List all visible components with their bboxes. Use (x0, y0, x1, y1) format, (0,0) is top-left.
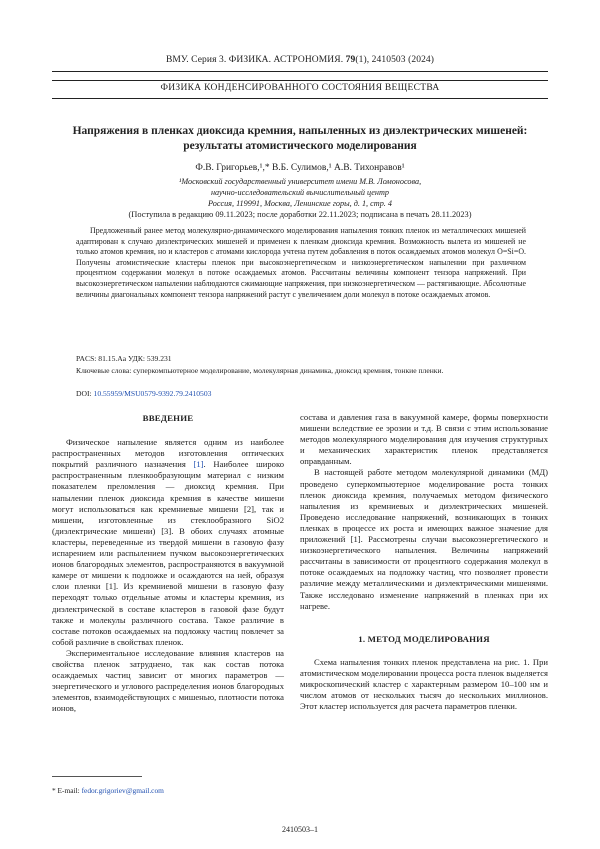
paper-title: Напряжения в пленках диоксида кремния, напыленных из диэлектрических мишеней: результаты атомистического моделирования (72, 125, 528, 152)
keywords: Ключевые слова: суперкомпьютерное моделирование, молекулярная динамика, диоксид кремния, тонкие пленки. (76, 366, 444, 375)
intro-heading: ВВЕДЕНИЕ (142, 413, 194, 423)
footnote (52, 786, 164, 795)
affiliation-line: Россия, 119991, Москва, Ленинские горы, д. 1, стр. 4 (208, 198, 392, 208)
intro-paragraph (52, 648, 284, 715)
right-column (300, 412, 548, 712)
section-banner: ФИЗИКА КОНДЕНСИРОВАННОГО СОСТОЯНИЯ ВЕЩЕСТВА (160, 83, 440, 93)
footnote-rule (52, 776, 142, 777)
authors: Ф.В. Григорьев,¹,* В.Б. Сулимов,¹ А.В. Тихонравов¹ (195, 163, 405, 173)
affiliation-line: научно-исследовательский вычислительный центр (211, 187, 389, 197)
body-paragraph: В настоящей работе методом молекулярной динамики (МД) проведено суперкомпьютерное моделирование роста тонких пленок диоксида кремния, получаемых методом физического напыления из кремниевых и диэлектрических мишеней. Проведено исследование напряжений, возникающих в тонких пленках в процессе их роста и имеющих важное значение для приложений [1]. Рассмотрены случаи высокоэнергетического и низкоэнергетического напыления. Величины напряжений рассчитаны в зависимости от процентного содержания молекул в потоке осаждаемых на подложку частиц, что позволяет провести различие между металлическими и диэлектрическими мишенями. Также исследовано изменение напряжений в пленках при их нагреве. (300, 467, 548, 611)
journal-issue: (1), 2410503 (2024) (355, 55, 435, 65)
intro-text: Физическое напыление является одним из наиболее распространенных методов изготовления оптических покрытий различного назначения (52, 437, 284, 470)
email-link[interactable]: fedor.grigoriev@gmail.com (81, 786, 164, 795)
intro-paragraph (52, 437, 284, 648)
citation-link[interactable]: [1] (193, 459, 204, 470)
banner-rule-bottom (52, 98, 548, 99)
intro-text-cont: . Наиболее широко распространенным пленкообразующим материал с низким показателем преломления — диоксид кремния. При напылении пленок диоксида кремния в качестве мишени могут использоваться как кремниевые мишени [2], так и мишени, изготовленные из стеклообразного SiO2 (диэлектрические мишени) [3]. В обоих случаях атомные кластеры, переведенные из твердой мишени в газовую фазу испарением или распылением пучком высокоэнергетических ионов благородных элементов, распространяются в вакуумной камере от мишени к подложке и осаждаются на ней, образуя слои пленки [1]. Из кремниевой мишени в газовую фазу переходят только отдельные атомы и кластеры кремния, из диэлектрической в составе кластеров в газовой фазе будут также и молекулы различного состава. Такое различие в составе потоков осаждаемых на подложку частиц повлечет за собой различие в свойствах пленок. (52, 459, 284, 647)
pacs-udc: PACS: 81.15.Aa УДК: 539.231 (76, 354, 172, 363)
doi-line (76, 389, 526, 399)
header-rule (52, 71, 548, 72)
banner-rule-top (52, 80, 548, 81)
footnote-label: * E-mail: (52, 786, 80, 795)
doi-label: DOI: (76, 389, 92, 398)
method-paragraph: Схема напыления тонких пленок представлена на рис. 1. При атомистическом моделировании процесса роста пленок выделяется микроскопический кластер с характерным размером 10–100 нм и числом атомов от нескольких тысяч до нескольких миллионов. Этот кластер используется для расчета параметров пленки. (300, 656, 548, 712)
affiliation-line: ¹Московский государственный университет имени М.В. Ломоносова, (178, 177, 422, 186)
method-heading: 1. МЕТОД МОДЕЛИРОВАНИЯ (358, 633, 490, 644)
page-number: 2410503–1 (282, 825, 318, 834)
journal-name: ВМУ. Серия 3. ФИЗИКА. АСТРОНОМИЯ. (165, 55, 344, 65)
journal-volume: 79 (345, 55, 356, 65)
left-column (52, 413, 284, 714)
body-paragraph: состава и давления газа в вакуумной камере, формы поверхности мишени вследствие ее эрозии и т.д. В связи с этим использование методов молекулярного моделирования для изучения структурных и механических характеристик пленок представляется оправданным. (300, 412, 548, 467)
submission-dates: (Поступила в редакцию 09.11.2023; после доработки 22.11.2023; подписана в печать 28.11.2023) (128, 210, 472, 219)
affiliation (110, 177, 490, 209)
doi-link[interactable]: 10.55959/MSU0579-9392.79.2410503 (93, 389, 212, 398)
abstract: Предложенный ранее метод молекулярно-динамического моделирования напыления тонких пленок из металлических мишеней адаптирован к случаю диэлектрических мишеней и применен к пленкам диоксида кремния. Возможность вылета из мишеней не только атомов кремния, но и кластеров с атомами кислорода учтена путем добавления в поток осаждаемых атомов молекул O=Si=O. Получены атомистические кластеры пленок при высокоэнергетическом и низкоэнергетическом напылении при различном процентном содержании молекул в потоке осаждаемых атомов. Рассчитаны величины компонент тензора напряжений. При высокоэнергетическом напылении наблюдаются сжимающие напряжения, при низкоэнергетическом — растягивающие. Абсолютные величины диагональных компонент тензора напряжений растут с увеличением доли молекул в потоке осаждаемых атомов. (76, 226, 526, 299)
journal-header (108, 55, 492, 65)
intro-text: Экспериментальное исследование влияния кластеров на свойства пленок затруднено, так как состав потока осаждаемых частиц зависит от многих параметров — энергетического и углового распределения ионов благородных элементов, взаимодействующих с мишенью, плотности потока ионов, (52, 647, 284, 714)
